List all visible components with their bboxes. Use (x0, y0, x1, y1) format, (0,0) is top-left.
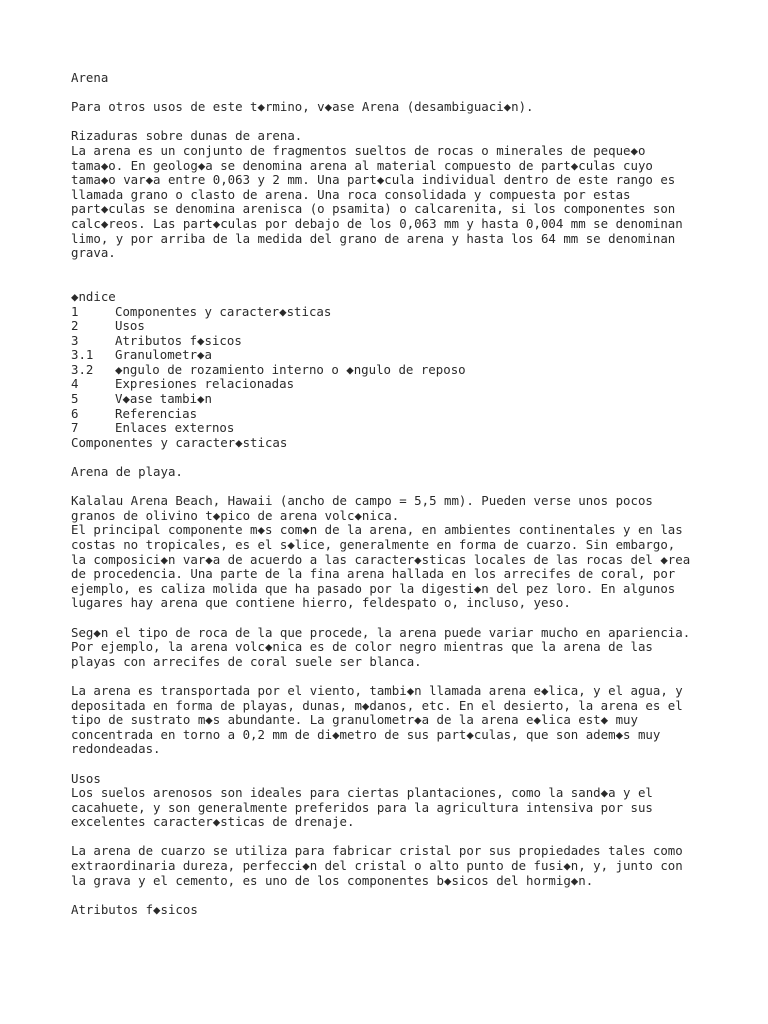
toc-item[interactable] (71, 319, 761, 334)
toc-item-number: 6 (71, 405, 79, 421)
toc-item-number: 3.1 (71, 347, 94, 363)
paragraph-composition: El principal componente m◆s com◆n de la arena, en ambientes continentales y en las costas no tropicales, es el s◆lice, generalmente en forma de cuarzo. Sin embargo, la composici◆n var◆a de acuerdo a las caracter◆sticas locales de las rocas del ◆rea de procedencia. Una parte de la fina arena hallada en los arrecifes de coral, por ejemplo, es caliza molida que ha pasado por la digesti◆n del pez loro. En algunos lugares hay arena que contiene hierro, feldespato o, incluso, yeso. (71, 522, 691, 611)
intro-paragraph: La arena es un conjunto de fragmentos sueltos de rocas o minerales de peque◆o tama◆o. En geolog◆a se denomina arena al material compuesto de part◆culas cuyo tama◆o var◆a entre 0,063 y 2 mm. Una part◆cula individual dentro de este rango es llamada grano o clasto de arena. Una roca consolidada y compuesta por estas part◆culas se denomina arenisca (o psamita) o calcarenita, si los componentes son calc◆reos. Las part◆culas por debajo de los 0,063 mm y hasta 0,004 mm se denominan limo, y por arriba de la medida del grano de arena y hasta los 64 mm se denominan grava. (71, 142, 683, 261)
toc-item-label[interactable]: Usos (115, 318, 145, 334)
toc-item-number: 5 (71, 391, 79, 407)
paragraph-transport: La arena es transportada por el viento, tambi◆n llamada arena e◆lica, y el agua, y depositada en forma de playas, dunas, m◆danos, etc. En el desierto, la arena es el tipo de sustrato m◆s abundante. La granulometr◆a de la arena e◆lica est◆ muy concentrada en torno a 0,2 mm de di◆metro de sus part◆culas, que son adem◆s muy redondeadas. (71, 682, 683, 757)
toc-item[interactable] (71, 377, 761, 392)
image-caption-dunes: Rizaduras sobre dunas de arena. (71, 128, 303, 144)
toc-item[interactable] (71, 392, 761, 407)
toc-item[interactable] (71, 407, 761, 422)
toc-heading: ◆ndice (71, 288, 116, 304)
paragraph-appearance: Seg◆n el tipo de roca de la que procede, la arena puede variar mucho en apariencia. Por ejemplo, la arena volc◆nica es de color negro mientras que la arena de las playas con arrecifes de coral suele ser blanca. (71, 624, 691, 669)
toc-item-label[interactable]: V◆ase tambi◆n (115, 391, 212, 407)
paragraph-uses-soil: Los suelos arenosos son ideales para ciertas plantaciones, como la sand◆a y el cacahuete, y son generalmente preferidos para la agricultura intensiva por sus excelentes caracter◆sticas de drenaje. (71, 785, 653, 830)
toc-item-number: 4 (71, 376, 79, 392)
section-heading-physical: Atributos f◆sicos (71, 901, 198, 917)
toc-item-label[interactable]: Referencias (115, 405, 198, 421)
toc-item-label[interactable]: ◆ngulo de rozamiento interno o ◆ngulo de reposo (115, 361, 466, 377)
toc-item[interactable] (71, 363, 761, 378)
table-of-contents (71, 290, 761, 436)
disambiguation-note: Para otros usos de este t◆rmino, v◆ase Arena (desambiguaci◆n). (71, 99, 534, 115)
toc-item-number: 3 (71, 332, 79, 348)
toc-item[interactable] (71, 334, 761, 349)
toc-item-number: 2 (71, 318, 79, 334)
document-page (71, 71, 761, 917)
toc-item[interactable] (71, 348, 761, 363)
toc-item-label[interactable]: Atributos f◆sicos (115, 332, 242, 348)
section-heading-components: Componentes y caracter◆sticas (71, 434, 288, 450)
document-title: Arena (71, 70, 109, 85)
toc-item-label[interactable]: Expresiones relacionadas (115, 376, 295, 392)
paragraph-uses-quartz: La arena de cuarzo se utiliza para fabricar cristal por sus propiedades tales como extraordinaria dureza, perfecci◆n del cristal o alto punto de fusi◆n, y, junto con la grava y el cemento, es uno de los componentes b◆sicos del hormig◆n. (71, 843, 683, 888)
toc-item-label[interactable]: Granulometr◆a (115, 347, 212, 363)
toc-item-label[interactable]: Enlaces externos (115, 420, 235, 436)
toc-item-label[interactable]: Componentes y caracter◆sticas (115, 303, 332, 319)
image-caption-beach: Arena de playa. (71, 464, 183, 480)
toc-item-number: 3.2 (71, 361, 94, 377)
toc-item[interactable] (71, 305, 761, 320)
toc-item-number: 1 (71, 303, 79, 319)
toc-item-number: 7 (71, 420, 79, 436)
section-heading-uses: Usos (71, 770, 101, 786)
toc-item[interactable] (71, 421, 761, 436)
image-caption-kalalau: Kalalau Arena Beach, Hawaii (ancho de campo = 5,5 mm). Pueden verse unos pocos granos de olivino t◆pico de arena volc◆nica. (71, 493, 653, 523)
